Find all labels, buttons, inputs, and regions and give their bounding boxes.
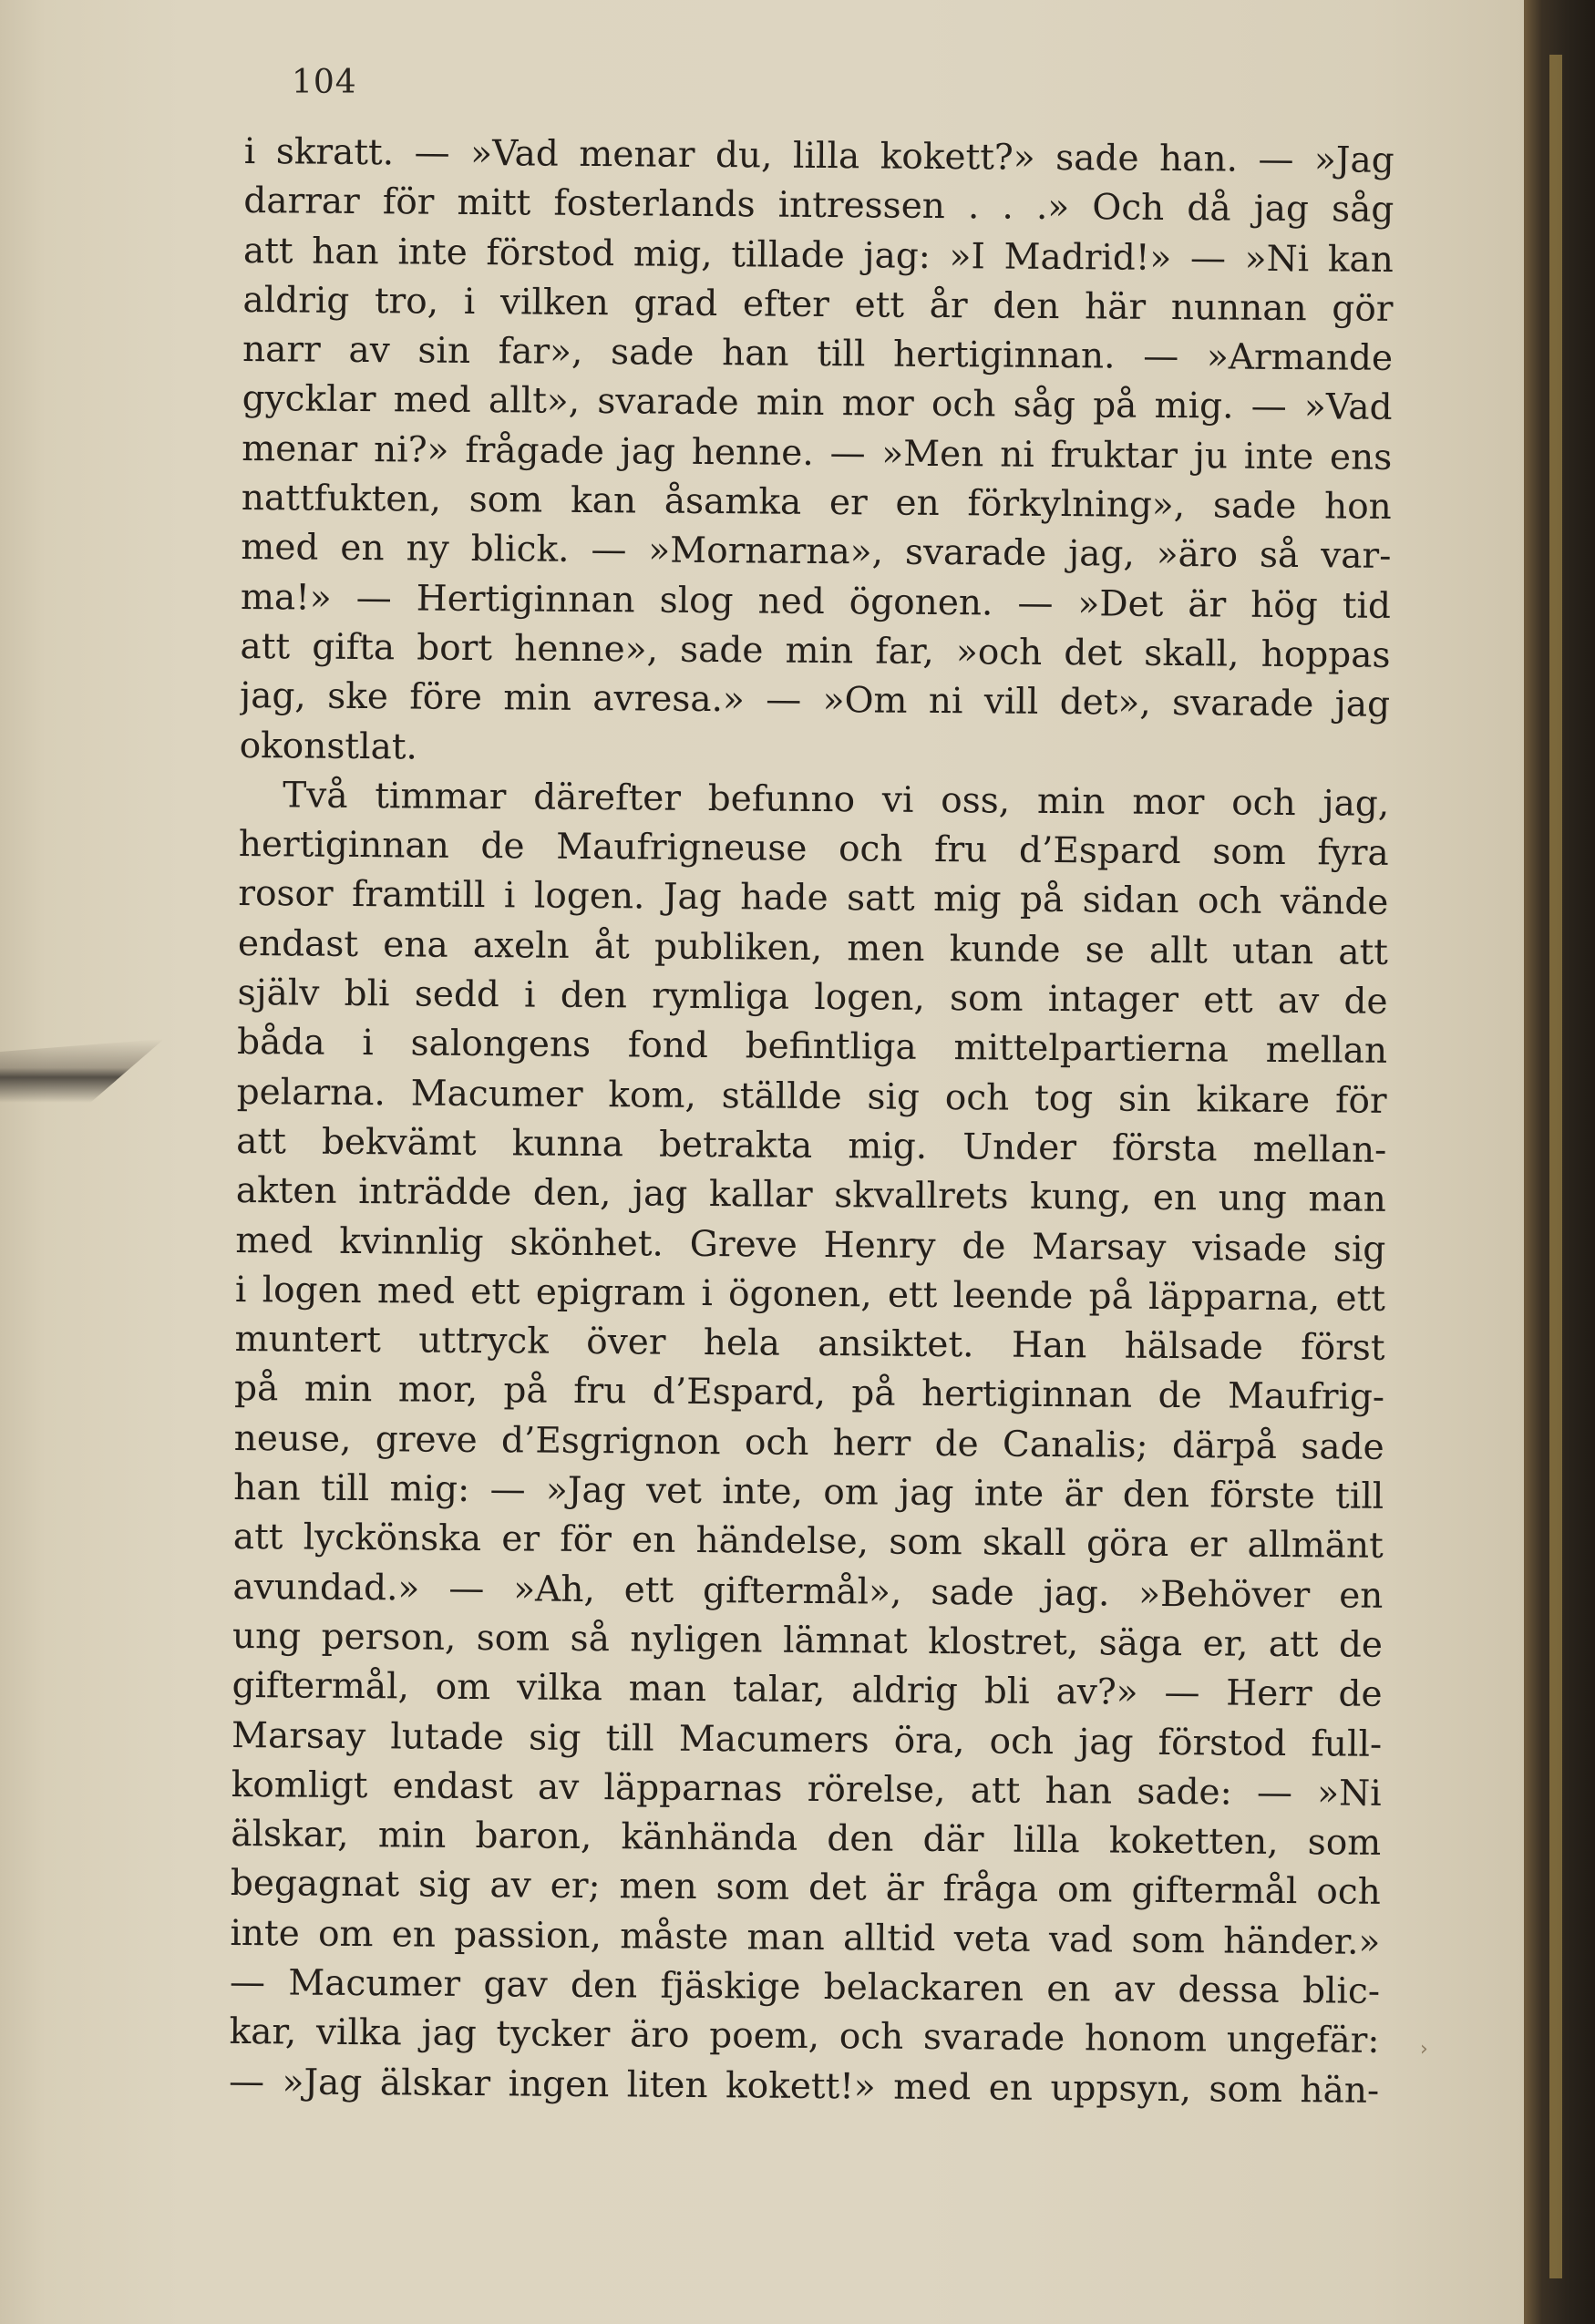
text-line: hertiginnan de Maufrigneuse och fru d’Espard som fyra: [238, 824, 1389, 875]
page-number: 104: [292, 64, 357, 101]
text-line: han till mig: — »Jag vet inte, om jag inte är den förste till: [233, 1466, 1384, 1517]
body-text: [229, 128, 1394, 2116]
text-line: att gifta bort henne», sade min far, »och det skall, hoppas: [240, 625, 1391, 676]
text-line: darrar för mitt fosterlands intressen . . .» Och då jag såg: [243, 180, 1394, 231]
text-line: Marsay lutade sig till Macumers öra, och jag förstod full-: [231, 1714, 1383, 1765]
text-line: begagnat sig av er; men som det är fråga om giftermål och: [230, 1863, 1382, 1914]
text-line: nattfukten, som kan åsamka er en förkylning», sade hon: [241, 478, 1392, 528]
text-line: att bekvämt kunna betrakta mig. Under första mellan-: [236, 1120, 1387, 1171]
text-line: giftermål, om vilka man talar, aldrig bli av?» — Herr de: [232, 1665, 1383, 1716]
page-clip-shadow: [0, 1039, 164, 1103]
text-line: endast ena axeln åt publiken, men kunde se allt utan att: [237, 922, 1389, 973]
text-line: kar, vilka jag tycker äro poem, och svarade honom ungefär:: [229, 2011, 1380, 2062]
text-line: pelarna. Macumer kom, ställde sig och tog sin kikare för: [236, 1071, 1387, 1122]
text-line: i skratt. — »Vad menar du, lilla kokett?» sade han. — »Jag: [243, 130, 1394, 181]
book-page-edge-highlight: [1549, 55, 1562, 2278]
text-line: båda i salongens fond befintliga mittelpartierna mellan: [236, 1022, 1388, 1073]
text-line: neuse, greve d’Esgrignon och herr de Canalis; därpå sade: [233, 1417, 1384, 1468]
text-line: akten inträdde den, jag kallar skvallrets kung, en ung man: [235, 1170, 1386, 1221]
text-line: jag, ske före min avresa.» — »Om ni vill det», svarade jag: [239, 675, 1391, 726]
text-line: rosor framtill i logen. Jag hade satt mig på sidan och vände: [238, 873, 1389, 924]
text-line: muntert uttryck över hela ansiktet. Han hälsade först: [234, 1319, 1385, 1369]
text-line: ung person, som så nyligen lämnat klostret, säga er, att de: [232, 1615, 1384, 1666]
text-line: — »Jag älskar ingen liten kokett!» med en uppsyn, som hän-: [228, 2061, 1380, 2112]
text-line: gycklar med allt», svarade min mor och såg på mig. — »Vad: [242, 378, 1393, 429]
text-line: menar ni?» frågade jag henne. — »Men ni fruktar ju inte ens: [242, 427, 1393, 478]
text-line: aldrig tro, i vilken grad efter ett år den här nunnan gör: [242, 279, 1394, 330]
text-line: i logen med ett epigram i ögonen, ett leende på läpparna, ett: [234, 1269, 1386, 1320]
paragraph-end-line: okonstlat.: [239, 725, 418, 768]
text-line: ma!» — Hertiginnan slog ned ögonen. — »Det är hög tid: [240, 576, 1392, 627]
text-line: att han inte förstod mig, tillade jag: »I Madrid!» — »Ni kan: [242, 230, 1394, 281]
text-line: — Macumer gav den fjäskige belackaren en av dessa blic-: [229, 1961, 1381, 2012]
text-line: med kvinnlig skönhet. Greve Henry de Marsay visade sig: [235, 1219, 1386, 1270]
text-line: inte om en passion, måste man alltid veta vad som händer.»: [230, 1912, 1381, 1963]
text-line: att lyckönska er för en händelse, som skall göra er allmänt: [232, 1517, 1384, 1568]
text-line: på min mor, på fru d’Espard, på hertiginnan de Maufrig-: [233, 1368, 1385, 1419]
text-line: narr av sin far», sade han till hertiginnan. — »Armande: [242, 329, 1394, 380]
text-line: med en ny blick. — »Mornarna», svarade jag, »äro så var-: [241, 527, 1392, 578]
paragraph-start-line: Två timmar därefter befunno vi oss, min mor och jag,: [283, 775, 1390, 825]
margin-mark: ›: [1420, 2038, 1428, 2061]
text-line: själv bli sedd i den rymliga logen, som intager ett av de: [237, 972, 1388, 1023]
text-line: avundad.» — »Ah, ett giftermål», sade jag. »Behöver en: [232, 1566, 1384, 1617]
text-line: älskar, min baron, känhända den där lilla koketten, som: [231, 1814, 1382, 1864]
text-line: komligt endast av läpparnas rörelse, att han sade: — »Ni: [231, 1764, 1382, 1815]
